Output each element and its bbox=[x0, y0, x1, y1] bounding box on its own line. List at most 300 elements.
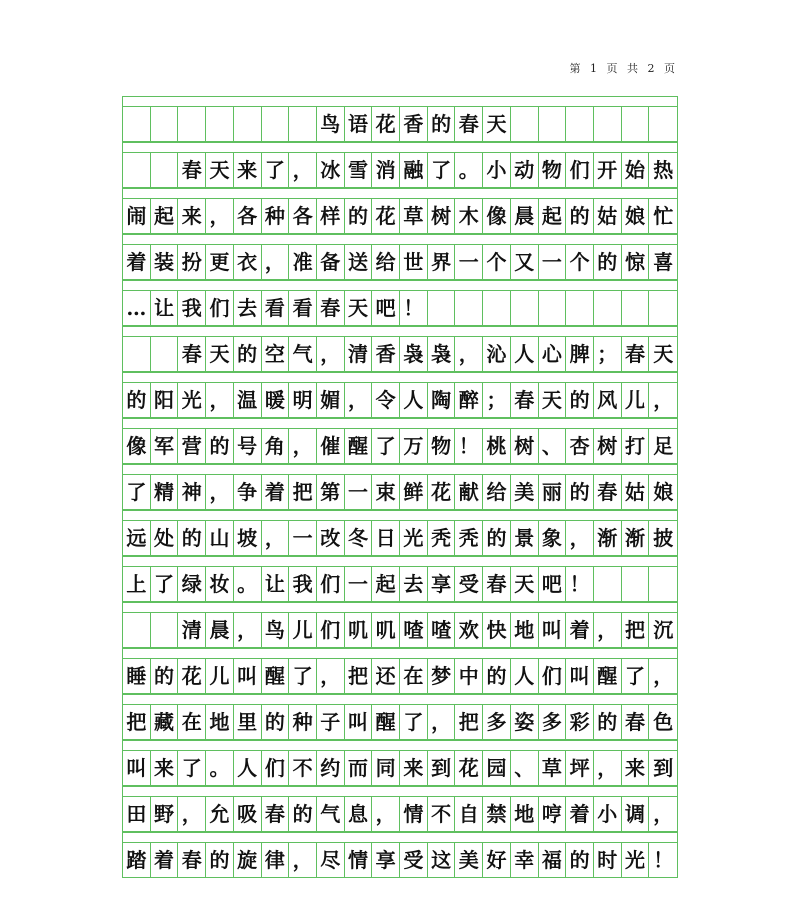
grid-cell: 醒 bbox=[262, 659, 290, 693]
grid-cell: 足 bbox=[653, 434, 674, 458]
grid-cell: 来 bbox=[178, 199, 206, 233]
text-row bbox=[122, 198, 678, 234]
grid-cell bbox=[649, 291, 677, 325]
grid-cell bbox=[511, 291, 539, 325]
row-gap bbox=[122, 786, 678, 796]
grid-cell: ， bbox=[317, 659, 345, 693]
grid-cell bbox=[455, 291, 483, 325]
grid-cell: 争 bbox=[234, 475, 262, 509]
grid-cell bbox=[178, 107, 206, 141]
grid-cell bbox=[622, 291, 650, 325]
grid-cell: 的 bbox=[151, 659, 179, 693]
grid-cell: 春 bbox=[317, 291, 345, 325]
grid-cell: 鸟 bbox=[317, 107, 345, 141]
text-row bbox=[122, 290, 678, 326]
grid-cell: 景 bbox=[511, 521, 539, 555]
grid-cell: 们 bbox=[566, 153, 594, 187]
grid-cell: 春 bbox=[178, 153, 206, 187]
grid-cell: 时 bbox=[594, 843, 622, 877]
grid-cell: 光 bbox=[622, 843, 650, 877]
grid-cell: ！ bbox=[400, 291, 428, 325]
grid-cell: ， bbox=[653, 664, 674, 688]
grid-cell: 的 bbox=[566, 199, 594, 233]
grid-cell bbox=[649, 107, 677, 141]
grid-cell: ， bbox=[262, 245, 290, 279]
grid-cell: 坡 bbox=[234, 521, 262, 555]
grid-cell: 准 bbox=[289, 245, 317, 279]
grid-cell: 始 bbox=[622, 153, 650, 187]
grid-cell: 物 bbox=[428, 429, 456, 463]
grid-cell: 打 bbox=[622, 429, 650, 463]
grid-cell: ； bbox=[483, 383, 511, 417]
grid-cell: 姑 bbox=[594, 199, 622, 233]
grid-cell: 明 bbox=[289, 383, 317, 417]
grid-cell: ！ bbox=[455, 429, 483, 463]
grid-cell: 儿 bbox=[206, 659, 234, 693]
grid-cell: 风 bbox=[594, 383, 622, 417]
row-gap bbox=[122, 556, 678, 566]
grid-cell: 把 bbox=[123, 705, 151, 739]
grid-cell: 香 bbox=[400, 107, 428, 141]
grid-cell: 的 bbox=[566, 383, 594, 417]
grid-cell: 陶 bbox=[428, 383, 456, 417]
grid-cell: ， bbox=[206, 199, 234, 233]
grid-cell: 一 bbox=[539, 245, 567, 279]
grid-cell: 光 bbox=[400, 521, 428, 555]
grid-cell: 秃 bbox=[455, 521, 483, 555]
grid-cell: 娘 bbox=[653, 480, 674, 504]
grid-cell: 来 bbox=[151, 751, 179, 785]
grid-cell: 雪 bbox=[345, 153, 373, 187]
grid-cell: 春 bbox=[483, 567, 511, 601]
grid-cell: 树 bbox=[428, 199, 456, 233]
grid-cell: 了 bbox=[400, 705, 428, 739]
grid-cell: 的 bbox=[594, 245, 622, 279]
grid-cell: 着 bbox=[123, 245, 151, 279]
grid-cell: 、 bbox=[511, 751, 539, 785]
text-row bbox=[122, 382, 678, 418]
grid-cell: 丽 bbox=[539, 475, 567, 509]
grid-cell: 享 bbox=[428, 567, 456, 601]
grid-cell: 气 bbox=[289, 337, 317, 371]
grid-cell: 万 bbox=[400, 429, 428, 463]
grid-cell: 律 bbox=[262, 843, 290, 877]
grid-cell: 起 bbox=[151, 199, 179, 233]
grid-cell: ， bbox=[566, 521, 594, 555]
grid-cell: 温 bbox=[234, 383, 262, 417]
grid-cell: 着 bbox=[566, 613, 594, 647]
grid-cell: 同 bbox=[372, 751, 400, 785]
grid-cell: 令 bbox=[372, 383, 400, 417]
grid-cell: 了 bbox=[372, 429, 400, 463]
grid-cell: 园 bbox=[483, 751, 511, 785]
row-gap bbox=[122, 142, 678, 152]
grid-cell: 日 bbox=[372, 521, 400, 555]
grid-cell: 哼 bbox=[539, 797, 567, 831]
text-row bbox=[122, 428, 678, 464]
grid-cell: 去 bbox=[400, 567, 428, 601]
grid-cell bbox=[594, 291, 622, 325]
grid-cell: 着 bbox=[566, 797, 594, 831]
grid-cell: 人 bbox=[511, 337, 539, 371]
grid-cell: ， bbox=[178, 797, 206, 831]
grid-cell bbox=[151, 337, 179, 371]
grid-cell: 彩 bbox=[566, 705, 594, 739]
grid-cell: 天 bbox=[653, 342, 674, 366]
grid-cell: 春 bbox=[511, 383, 539, 417]
grid-cell: 渐 bbox=[594, 521, 622, 555]
grid-cell: ， bbox=[372, 797, 400, 831]
row-gap bbox=[122, 372, 678, 382]
grid-cell: 姿 bbox=[511, 705, 539, 739]
grid-cell: 的 bbox=[483, 521, 511, 555]
grid-cell: 闹 bbox=[123, 199, 151, 233]
grid-cell: 还 bbox=[372, 659, 400, 693]
grid-cell bbox=[123, 107, 151, 141]
grid-cell: 营 bbox=[178, 429, 206, 463]
grid-cell: 一 bbox=[345, 567, 373, 601]
grid-cell: 花 bbox=[372, 107, 400, 141]
grid-cell: 多 bbox=[483, 705, 511, 739]
grid-cell bbox=[539, 107, 567, 141]
grid-cell: 军 bbox=[151, 429, 179, 463]
grid-cell bbox=[539, 291, 567, 325]
grid-cell: 喳 bbox=[400, 613, 428, 647]
grid-cell bbox=[151, 107, 179, 141]
grid-cell: 草 bbox=[539, 751, 567, 785]
grid-cell: 美 bbox=[511, 475, 539, 509]
grid-cell: 们 bbox=[206, 291, 234, 325]
row-gap bbox=[122, 188, 678, 198]
grid-cell: ， bbox=[289, 429, 317, 463]
grid-cell: 藏 bbox=[151, 705, 179, 739]
grid-cell: 梦 bbox=[428, 659, 456, 693]
grid-cell: 天 bbox=[483, 107, 511, 141]
grid-cell: 地 bbox=[206, 705, 234, 739]
grid-cell: 秃 bbox=[428, 521, 456, 555]
grid-cell: 来 bbox=[622, 751, 650, 785]
grid-cell: ！ bbox=[566, 567, 594, 601]
grid-cell: 媚 bbox=[317, 383, 345, 417]
row-gap bbox=[122, 96, 678, 106]
text-row bbox=[122, 152, 678, 188]
grid-cell: ， bbox=[594, 613, 622, 647]
grid-cell: 忙 bbox=[653, 204, 674, 228]
grid-cell: 阳 bbox=[151, 383, 179, 417]
grid-cell: 睡 bbox=[123, 659, 151, 693]
grid-cell: 让 bbox=[151, 291, 179, 325]
grid-cell: ， bbox=[345, 383, 373, 417]
grid-cell: 一 bbox=[345, 475, 373, 509]
text-row bbox=[122, 612, 678, 648]
grid-cell: 在 bbox=[400, 659, 428, 693]
grid-cell: … bbox=[123, 291, 151, 325]
grid-cell: 杏 bbox=[566, 429, 594, 463]
grid-cell: 的 bbox=[206, 843, 234, 877]
grid-cell: 了 bbox=[178, 751, 206, 785]
row-gap bbox=[122, 280, 678, 290]
grid-cell: 坪 bbox=[566, 751, 594, 785]
grid-cell: 美 bbox=[455, 843, 483, 877]
grid-cell: 叽 bbox=[345, 613, 373, 647]
grid-cell: 幸 bbox=[511, 843, 539, 877]
page-number: 第 1 页 共 2 页 bbox=[569, 62, 678, 75]
grid-cell: 号 bbox=[234, 429, 262, 463]
grid-cell: 着 bbox=[151, 843, 179, 877]
grid-cell bbox=[483, 291, 511, 325]
grid-cell: 像 bbox=[123, 429, 151, 463]
grid-cell: 消 bbox=[372, 153, 400, 187]
grid-cell: 个 bbox=[483, 245, 511, 279]
grid-cell: 花 bbox=[455, 751, 483, 785]
grid-cell: 春 bbox=[178, 843, 206, 877]
grid-cell: 了 bbox=[151, 567, 179, 601]
row-gap bbox=[122, 694, 678, 704]
grid-cell bbox=[511, 107, 539, 141]
grid-cell: 袅 bbox=[428, 337, 456, 371]
grid-cell: 春 bbox=[262, 797, 290, 831]
grid-cell: 情 bbox=[345, 843, 373, 877]
row-gap bbox=[122, 832, 678, 842]
grid-cell: 叫 bbox=[234, 659, 262, 693]
grid-cell: 天 bbox=[511, 567, 539, 601]
grid-cell: 不 bbox=[428, 797, 456, 831]
grid-cell: 装 bbox=[151, 245, 179, 279]
grid-cell: 好 bbox=[483, 843, 511, 877]
grid-cell: 我 bbox=[289, 567, 317, 601]
grid-cell: ， bbox=[428, 705, 456, 739]
grid-cell: 色 bbox=[653, 710, 674, 734]
grid-cell: 冬 bbox=[345, 521, 373, 555]
grid-cell: 看 bbox=[262, 291, 290, 325]
grid-cell: 了 bbox=[428, 153, 456, 187]
grid-cell: 儿 bbox=[622, 383, 650, 417]
grid-cell: 春 bbox=[455, 107, 483, 141]
grid-cell: 快 bbox=[483, 613, 511, 647]
grid-cell: 热 bbox=[653, 158, 674, 182]
grid-cell bbox=[123, 613, 151, 647]
grid-cell: 来 bbox=[234, 153, 262, 187]
grid-cell: 把 bbox=[345, 659, 373, 693]
grid-cell: 把 bbox=[455, 705, 483, 739]
grid-cell: 小 bbox=[483, 153, 511, 187]
grid-cell: 沉 bbox=[653, 618, 674, 642]
text-row bbox=[122, 750, 678, 786]
grid-cell: ， bbox=[289, 153, 317, 187]
grid-cell: 田 bbox=[123, 797, 151, 831]
grid-cell: 天 bbox=[345, 291, 373, 325]
grid-cell: 鲜 bbox=[400, 475, 428, 509]
grid-cell: 个 bbox=[566, 245, 594, 279]
grid-cell: 心 bbox=[539, 337, 567, 371]
grid-cell: 而 bbox=[345, 751, 373, 785]
grid-cell: 的 bbox=[289, 797, 317, 831]
grid-cell: 第 bbox=[317, 475, 345, 509]
grid-cell: 种 bbox=[289, 705, 317, 739]
grid-cell: 世 bbox=[400, 245, 428, 279]
grid-cell: 儿 bbox=[289, 613, 317, 647]
grid-cell: 到 bbox=[428, 751, 456, 785]
grid-cell: 把 bbox=[289, 475, 317, 509]
grid-cell: 们 bbox=[262, 751, 290, 785]
grid-cell: 地 bbox=[511, 613, 539, 647]
grid-cell: 娘 bbox=[622, 199, 650, 233]
grid-cell: 醒 bbox=[594, 659, 622, 693]
grid-cell: 象 bbox=[539, 521, 567, 555]
grid-cell: 晨 bbox=[511, 199, 539, 233]
grid-cell: 春 bbox=[178, 337, 206, 371]
grid-cell: 花 bbox=[428, 475, 456, 509]
grid-cell: ！ bbox=[653, 848, 674, 872]
grid-cell: 桃 bbox=[483, 429, 511, 463]
grid-cell: 的 bbox=[262, 705, 290, 739]
grid-cell: 去 bbox=[234, 291, 262, 325]
grid-cell: 精 bbox=[151, 475, 179, 509]
grid-cell: 着 bbox=[262, 475, 290, 509]
grid-cell: 们 bbox=[317, 613, 345, 647]
grid-cell: 天 bbox=[539, 383, 567, 417]
grid-cell: 的 bbox=[566, 843, 594, 877]
grid-cell: 福 bbox=[539, 843, 567, 877]
grid-cell: 了 bbox=[123, 475, 151, 509]
grid-cell: 袅 bbox=[400, 337, 428, 371]
grid-cell bbox=[594, 107, 622, 141]
grid-cell: 受 bbox=[400, 843, 428, 877]
grid-cell: 春 bbox=[622, 705, 650, 739]
grid-cell: 小 bbox=[594, 797, 622, 831]
grid-cell: 脾 bbox=[566, 337, 594, 371]
grid-cell: 处 bbox=[151, 521, 179, 555]
grid-cell: 不 bbox=[289, 751, 317, 785]
grid-cell: 情 bbox=[400, 797, 428, 831]
grid-cell: 踏 bbox=[123, 843, 151, 877]
grid-cell bbox=[151, 153, 179, 187]
grid-cell: 香 bbox=[372, 337, 400, 371]
grid-cell: 的 bbox=[428, 107, 456, 141]
grid-cell: 冰 bbox=[317, 153, 345, 187]
grid-cell: 享 bbox=[372, 843, 400, 877]
grid-cell: 备 bbox=[317, 245, 345, 279]
grid-cell: 让 bbox=[262, 567, 290, 601]
grid-cell: 妆 bbox=[206, 567, 234, 601]
grid-cell: 树 bbox=[594, 429, 622, 463]
grid-cell: 把 bbox=[622, 613, 650, 647]
grid-cell: 在 bbox=[178, 705, 206, 739]
grid-cell: 起 bbox=[539, 199, 567, 233]
grid-cell: 气 bbox=[317, 797, 345, 831]
grid-cell: ， bbox=[455, 337, 483, 371]
grid-cell: 醉 bbox=[455, 383, 483, 417]
row-gap bbox=[122, 418, 678, 428]
grid-cell: 了 bbox=[262, 153, 290, 187]
grid-cell: 语 bbox=[345, 107, 373, 141]
row-gap bbox=[122, 234, 678, 244]
grid-cell: 旋 bbox=[234, 843, 262, 877]
grid-cell: 改 bbox=[317, 521, 345, 555]
grid-cell: 自 bbox=[455, 797, 483, 831]
grid-cell bbox=[289, 107, 317, 141]
grid-cell: 吧 bbox=[372, 291, 400, 325]
row-gap bbox=[122, 464, 678, 474]
grid-cell bbox=[649, 567, 677, 601]
grid-cell bbox=[622, 567, 650, 601]
grid-cell: 动 bbox=[511, 153, 539, 187]
grid-cell: 给 bbox=[483, 475, 511, 509]
text-row bbox=[122, 658, 678, 694]
grid-cell: 花 bbox=[178, 659, 206, 693]
grid-cell: ， bbox=[234, 613, 262, 647]
grid-cell: 光 bbox=[178, 383, 206, 417]
grid-cell: 、 bbox=[539, 429, 567, 463]
grid-cell: 沁 bbox=[483, 337, 511, 371]
text-row bbox=[122, 336, 678, 372]
grid-cell: 醒 bbox=[372, 705, 400, 739]
grid-cell: 叫 bbox=[566, 659, 594, 693]
grid-cell: 开 bbox=[594, 153, 622, 187]
grid-cell: ； bbox=[594, 337, 622, 371]
grid-cell: 人 bbox=[511, 659, 539, 693]
row-gap bbox=[122, 648, 678, 658]
grid-cell: 春 bbox=[594, 475, 622, 509]
grid-cell: 绿 bbox=[178, 567, 206, 601]
grid-cell: 木 bbox=[455, 199, 483, 233]
grid-cell: 叫 bbox=[539, 613, 567, 647]
grid-cell bbox=[566, 107, 594, 141]
grid-cell bbox=[262, 107, 290, 141]
grid-cell: 喜 bbox=[653, 250, 674, 274]
text-row bbox=[122, 796, 678, 832]
grid-cell: 山 bbox=[206, 521, 234, 555]
grid-cell: 渐 bbox=[622, 521, 650, 555]
grid-cell: 子 bbox=[317, 705, 345, 739]
grid-cell bbox=[206, 107, 234, 141]
text-row bbox=[122, 704, 678, 740]
grid-cell: 欢 bbox=[455, 613, 483, 647]
grid-cell: 。 bbox=[234, 567, 262, 601]
grid-cell: 叽 bbox=[372, 613, 400, 647]
grid-cell: 了 bbox=[289, 659, 317, 693]
grid-cell: 鸟 bbox=[262, 613, 290, 647]
text-row bbox=[122, 842, 678, 878]
grid-cell: 到 bbox=[653, 756, 674, 780]
grid-cell: 喳 bbox=[428, 613, 456, 647]
row-gap bbox=[122, 326, 678, 336]
grid-cell: 暖 bbox=[262, 383, 290, 417]
grid-cell: 约 bbox=[317, 751, 345, 785]
grid-cell: 地 bbox=[511, 797, 539, 831]
grid-cell: ， bbox=[206, 475, 234, 509]
grid-cell: 的 bbox=[178, 521, 206, 555]
row-gap bbox=[122, 602, 678, 612]
grid-cell: 醒 bbox=[345, 429, 373, 463]
grid-cell: 里 bbox=[234, 705, 262, 739]
text-row bbox=[122, 474, 678, 510]
grid-cell: 各 bbox=[289, 199, 317, 233]
grid-cell: 送 bbox=[345, 245, 373, 279]
grid-cell: 尽 bbox=[317, 843, 345, 877]
grid-cell: ， bbox=[653, 802, 674, 826]
grid-cell: 物 bbox=[539, 153, 567, 187]
grid-cell: 草 bbox=[400, 199, 428, 233]
grid-cell: 叫 bbox=[345, 705, 373, 739]
grid-cell: 界 bbox=[428, 245, 456, 279]
grid-cell: 空 bbox=[262, 337, 290, 371]
grid-cell: ， bbox=[262, 521, 290, 555]
grid-cell: 的 bbox=[345, 199, 373, 233]
grid-cell: 叫 bbox=[123, 751, 151, 785]
grid-cell: 禁 bbox=[483, 797, 511, 831]
grid-cell: 衣 bbox=[234, 245, 262, 279]
